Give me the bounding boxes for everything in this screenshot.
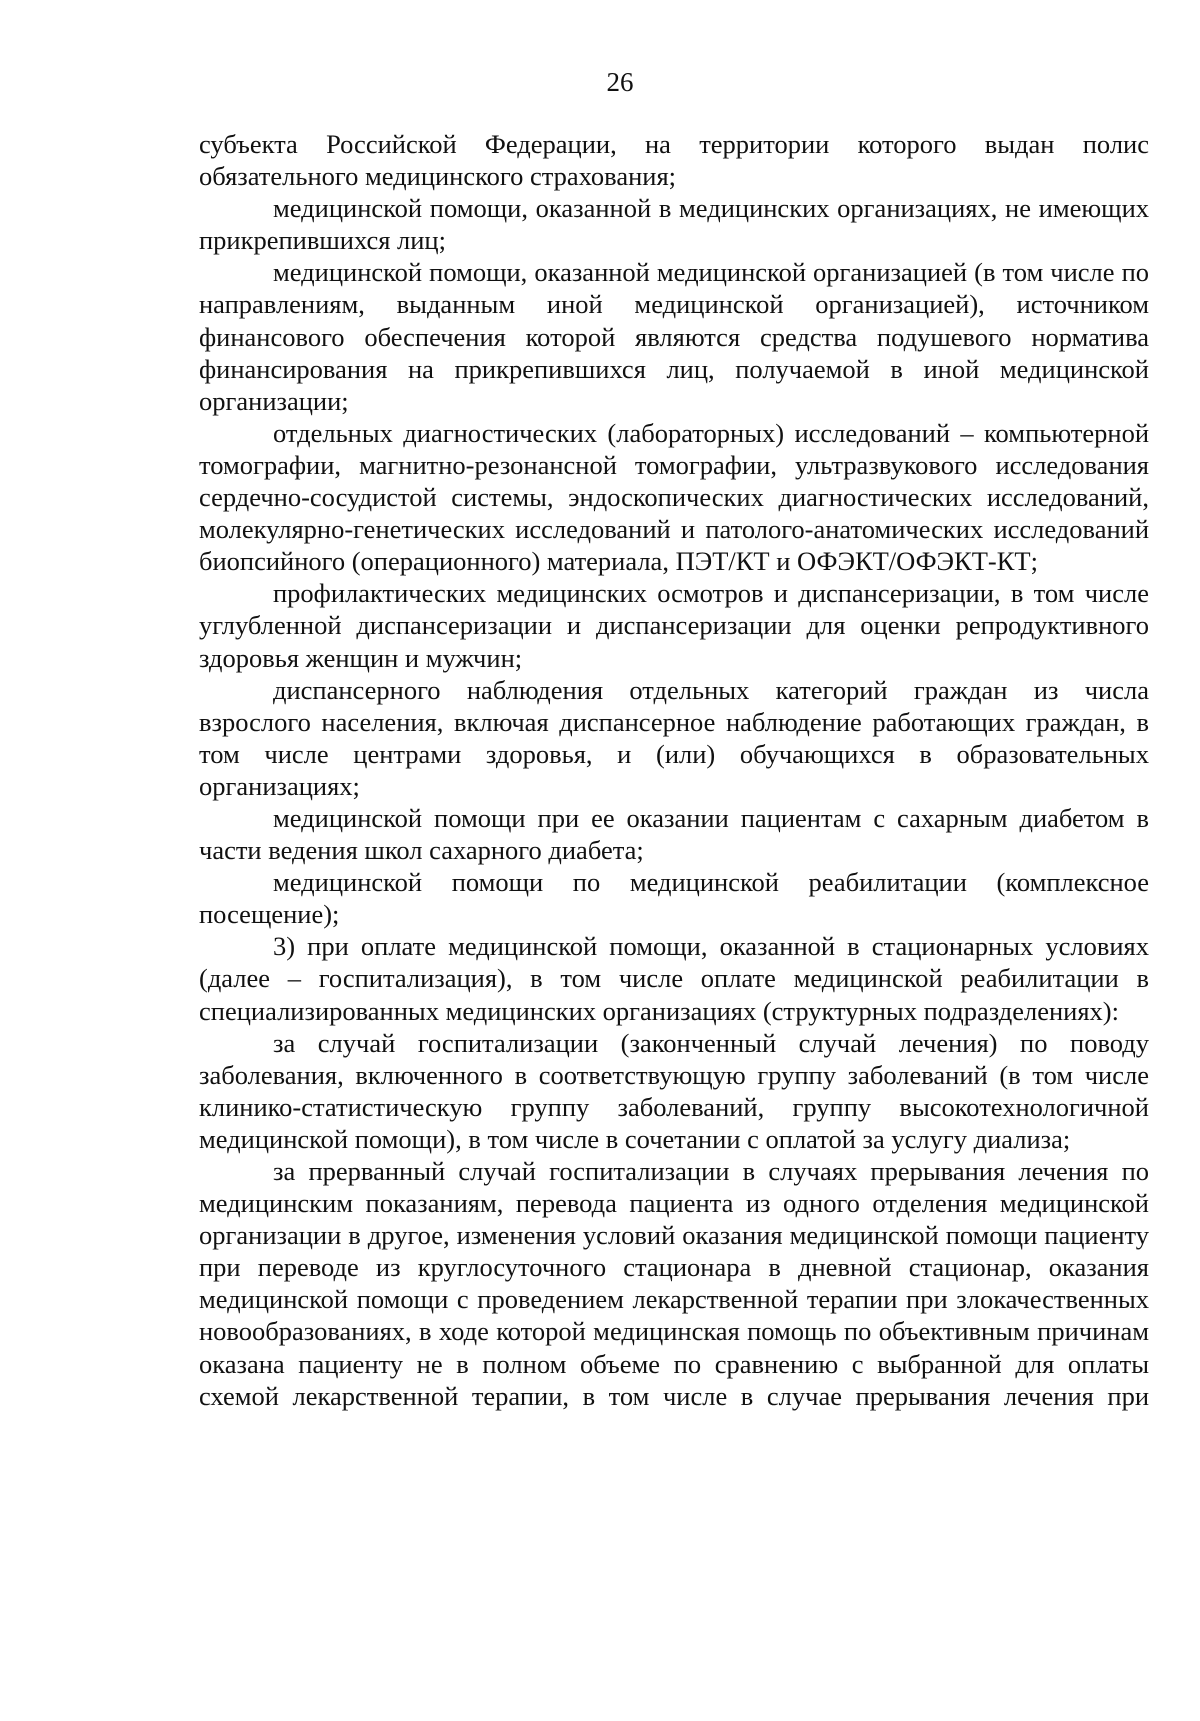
paragraph-10: за случай госпитализации (законченный случай лечения) по поводу заболевания, включенного в соответствующую группу заболеваний (в том числе клинико-статистическую группу заболеваний, группу высокотехнологичной медицинской помощи), в том числе в сочетании с оплатой за услугу диализа; (199, 1027, 1149, 1154)
paragraph-2: медицинской помощи, оказанной в медицинских организациях, не имеющих прикрепившихся лиц; (199, 193, 1149, 256)
paragraph-11: за прерванный случай госпитализации в случаях прерывания лечения по медицинским показаниям, перевода пациента из одного отделения медицинской организации в другое, изменения условий оказания медицинской помощи пациенту при переводе из круглосуточного стационара в дневной стационар, оказания медицинской помощи с проведением лекарственной терапии при злокачественных новообразованиях, в ходе которой медицинская помощь по объективным причинам оказана пациенту не в полном объеме по сравнению с выбранной для оплаты схемой лекарственной терапии, в том числе в случае прерывания лечения при (199, 1156, 1149, 1411)
paragraph-6: диспансерного наблюдения отдельных категорий граждан из числа взрослого населения, включая диспансерное наблюдение работающих граждан, в том числе центрами здоровья, и (или) обучающихся в образовательных организациях; (199, 674, 1149, 801)
paragraph-8: медицинской помощи по медицинской реабилитации (комплексное посещение); (199, 867, 1149, 930)
paragraph-7: медицинской помощи при ее оказании пациентам с сахарным диабетом в части ведения школ сахарного диабета; (199, 802, 1149, 866)
paragraph-1: субъекта Российской Федерации, на территории которого выдан полис обязательного медицинского страхования; (199, 129, 1149, 192)
page-number: 26 (606, 67, 634, 97)
paragraph-5: профилактических медицинских осмотров и диспансеризации, в том числе углубленной диспансеризации и диспансеризации для оценки репродуктивного здоровья женщин и мужчин; (199, 578, 1149, 673)
paragraph-3: медицинской помощи, оказанной медицинской организацией (в том числе по направлениям, выданным иной медицинской организацией), источником финансового обеспечения которой являются средства подушевого норматива финансирования на прикрепившихся лиц, получаемой в иной медицинской организации; (199, 257, 1149, 416)
body-text (199, 128, 1149, 1412)
paragraph-4: отдельных диагностических (лабораторных) исследований – компьютерной томографии, магнитно-резонансной томографии, ультразвукового исследования сердечно-сосудистой системы, эндоскопических диагностических исследований, молекулярно-генетических исследований и патолого-анатомических исследований биопсийного (операционного) материала, ПЭТ/КТ и ОФЭКТ/ОФЭКТ-КТ; (199, 417, 1149, 577)
paragraph-9: 3) при оплате медицинской помощи, оказанной в стационарных условиях (далее – госпитализация), в том числе оплате медицинской реабилитации в специализированных медицинских организациях (структурных подразделениях): (199, 931, 1149, 1026)
